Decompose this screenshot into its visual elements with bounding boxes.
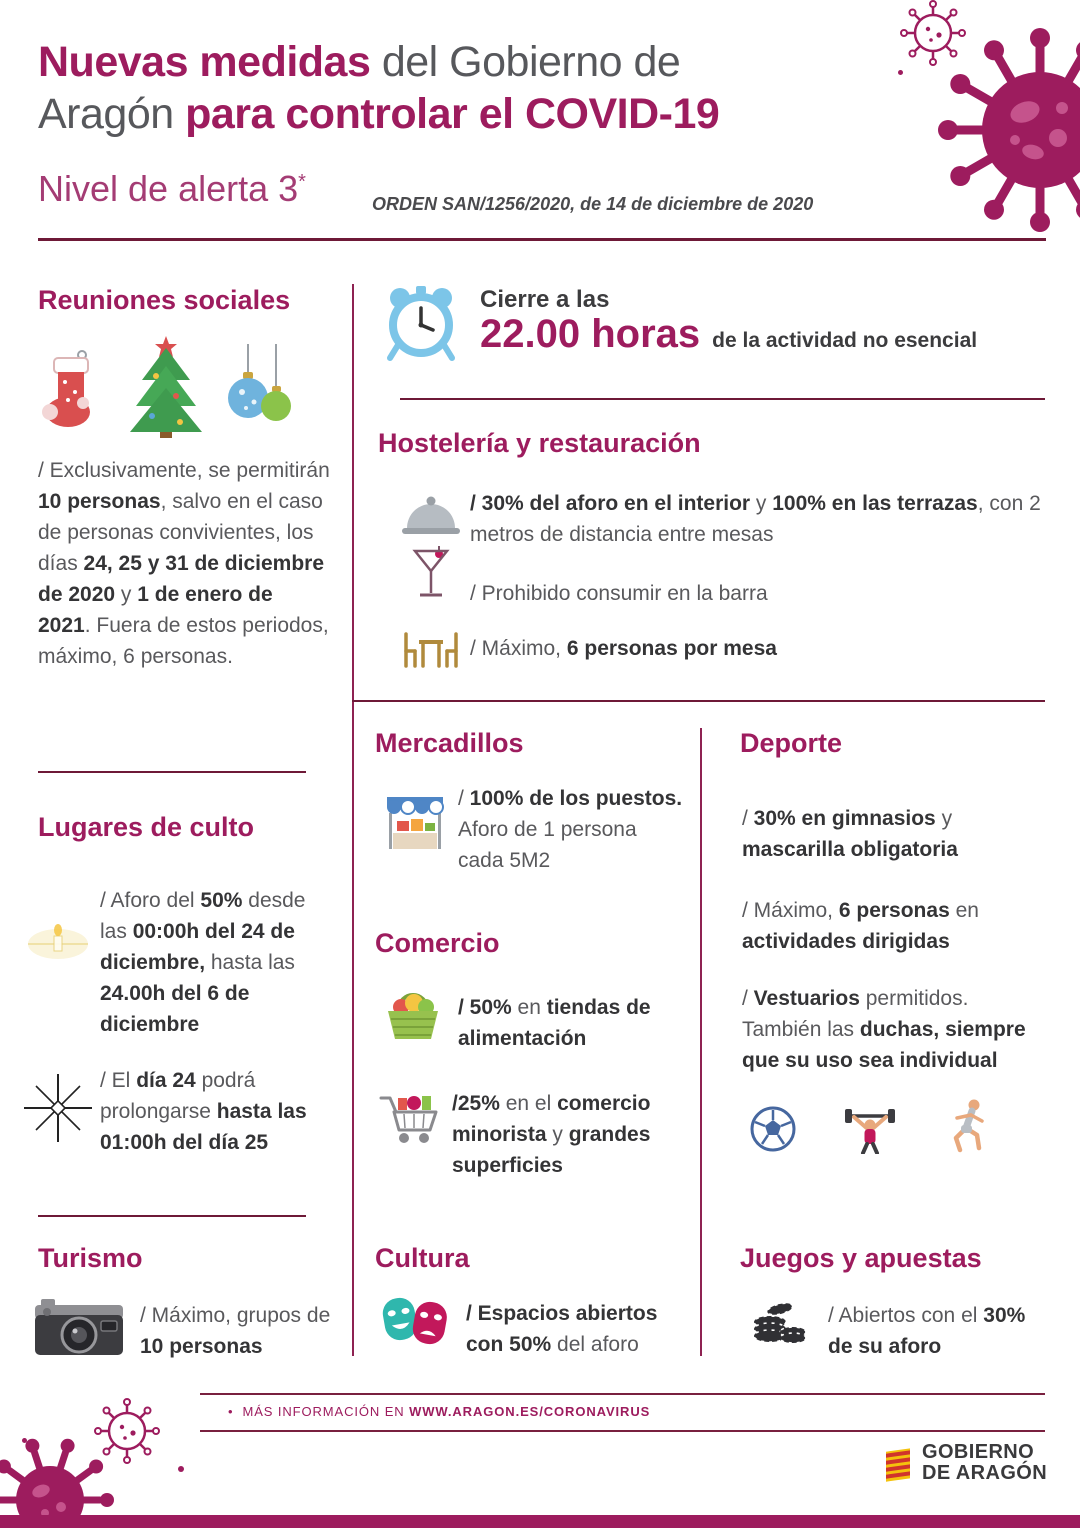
virus-solid-large-icon [930, 20, 1080, 240]
grocery-basket-icon [383, 985, 443, 1041]
footer-info [228, 1404, 650, 1419]
christmas-tree-icon [126, 334, 206, 438]
section-title-mercadillos: Mercadillos [375, 728, 524, 758]
hosteleria-item-2: / Prohibido consumir en la barra [470, 582, 768, 605]
star-sparkle-icon [22, 1072, 94, 1144]
alert-level [38, 168, 306, 210]
culto-item-2: / El día 24 podrá prolongarse hasta las 01:00h del día 25 [100, 1069, 307, 1154]
section-title-cultura: Cultura [375, 1243, 470, 1273]
turismo-item-1: / Máximo, grupos de 10 personas [140, 1304, 331, 1358]
deporte-item-2: / Máximo, 6 personas en actividades dirigidas [742, 899, 979, 953]
column-divider-2 [700, 728, 702, 1356]
deporte-item-1: / 30% en gimnasios y mascarilla obligatoria [742, 807, 958, 861]
title-accent-1: Nuevas medidas [38, 38, 371, 86]
footer-rule-bottom [200, 1430, 1045, 1432]
order-reference: ORDEN SAN/1256/2020, de 14 de diciembre de 2020 [372, 194, 814, 214]
column-divider-1 [352, 284, 354, 1356]
section-title-juegos: Juegos y apuestas [740, 1243, 982, 1273]
closure-line1: Cierre a las [480, 286, 610, 313]
comercio-item-1: / 50% en tiendas de alimentación [458, 996, 651, 1050]
hosteleria-item-3: / Máximo, 6 personas por mesa [470, 637, 777, 660]
footer-info-label: MÁS INFORMACIÓN EN [242, 1404, 410, 1419]
page-title-line1 [38, 36, 898, 88]
camera-icon [33, 1295, 125, 1359]
juegos-item-1: / Abiertos con el 30% de su aforo [828, 1304, 1026, 1358]
reuniones-body: / Exclusivamente, se permitirán 10 personas, salvo en el caso de personas convivientes, los días 24, 25 y 31 de diciembre de 2020 y 1 de enero de 2021. Fuera de estos periodos, máximo, 6 personas. [38, 459, 330, 668]
bottom-accent-bar [0, 1515, 1080, 1528]
page-title [38, 36, 898, 140]
section-title-comercio: Comercio [375, 928, 500, 958]
closure-time: 22.00 horas [480, 312, 701, 356]
weightlifter-icon [843, 1100, 897, 1154]
soccer-ball-icon [750, 1106, 796, 1152]
mercadillos-item-1: / 100% de los puestos. Aforo de 1 persona cada 5M2 [458, 787, 683, 872]
shopping-cart-icon [378, 1088, 440, 1146]
footer-info-url: WWW.ARAGON.ES/CORONAVIRUS [409, 1404, 651, 1419]
header-rule [38, 238, 1046, 241]
title-grey-2: Aragón [38, 90, 186, 138]
footer-rule-top [200, 1393, 1045, 1395]
section-title-reuniones: Reuniones sociales [38, 285, 291, 315]
comercio-item-2: /25% en el comercio minorista y grandes superficies [452, 1092, 651, 1177]
logo-line-2: DE ARAGÓN [922, 1462, 1048, 1484]
section-title-hosteleria: Hostelería y restauración [378, 428, 701, 458]
virus-dot-1 [178, 1466, 184, 1472]
cultura-item-1: / Espacios abiertos con 50% del aforo [466, 1302, 658, 1356]
title-accent-2: para controlar el COVID-19 [185, 90, 720, 138]
closure-rule [400, 398, 1045, 400]
cocktail-glass-icon [412, 545, 450, 605]
title-grey-1: del Gobierno de [370, 38, 681, 86]
alert-asterisk: * [298, 171, 306, 193]
closure-suffix: de la actividad no esencial [712, 329, 978, 352]
left-divider-1 [38, 771, 306, 773]
theater-masks-icon [378, 1290, 452, 1350]
market-stall-icon [383, 793, 447, 853]
culto-item-1: / Aforo del 50% desde las 00:00h del 24 de diciembre, hasta las 24.00h del 6 de diciembre [100, 889, 306, 1036]
alert-level-text: Nivel de alerta 3 [38, 168, 299, 209]
poker-chips-icon [750, 1294, 810, 1346]
left-divider-2 [38, 1215, 306, 1217]
government-logo [922, 1442, 1047, 1484]
christmas-stocking-icon [40, 348, 102, 434]
virus-solid-small-icon [0, 1425, 125, 1528]
aragon-flag-icon [884, 1442, 914, 1486]
section-title-culto: Lugares de culto [38, 812, 255, 842]
virus-dot-2 [22, 1438, 27, 1443]
section-title-turismo: Turismo [38, 1243, 143, 1273]
section-title-deporte: Deporte [740, 728, 843, 758]
footer-bullet: • [228, 1404, 234, 1419]
candle-glow-icon [26, 912, 90, 968]
virus-dot-3 [898, 70, 903, 75]
serving-cloche-icon [402, 492, 460, 536]
christmas-ornaments-icon [222, 344, 296, 436]
mid-rule [352, 700, 1045, 702]
table-chairs-icon [398, 626, 464, 672]
closure-line2 [480, 312, 1040, 357]
logo-line-1: GOBIERNO [922, 1441, 1035, 1463]
deporte-item-3: / Vestuarios permitidos. También las duchas, siempre que su uso sea individual [742, 987, 1026, 1072]
page-title-line2 [38, 88, 898, 140]
runner-icon [944, 1098, 990, 1154]
hosteleria-item-1: / 30% del aforo en el interior y 100% en las terrazas, con 2 metros de distancia entre mesas [470, 492, 1041, 546]
alarm-clock-icon [383, 283, 459, 363]
